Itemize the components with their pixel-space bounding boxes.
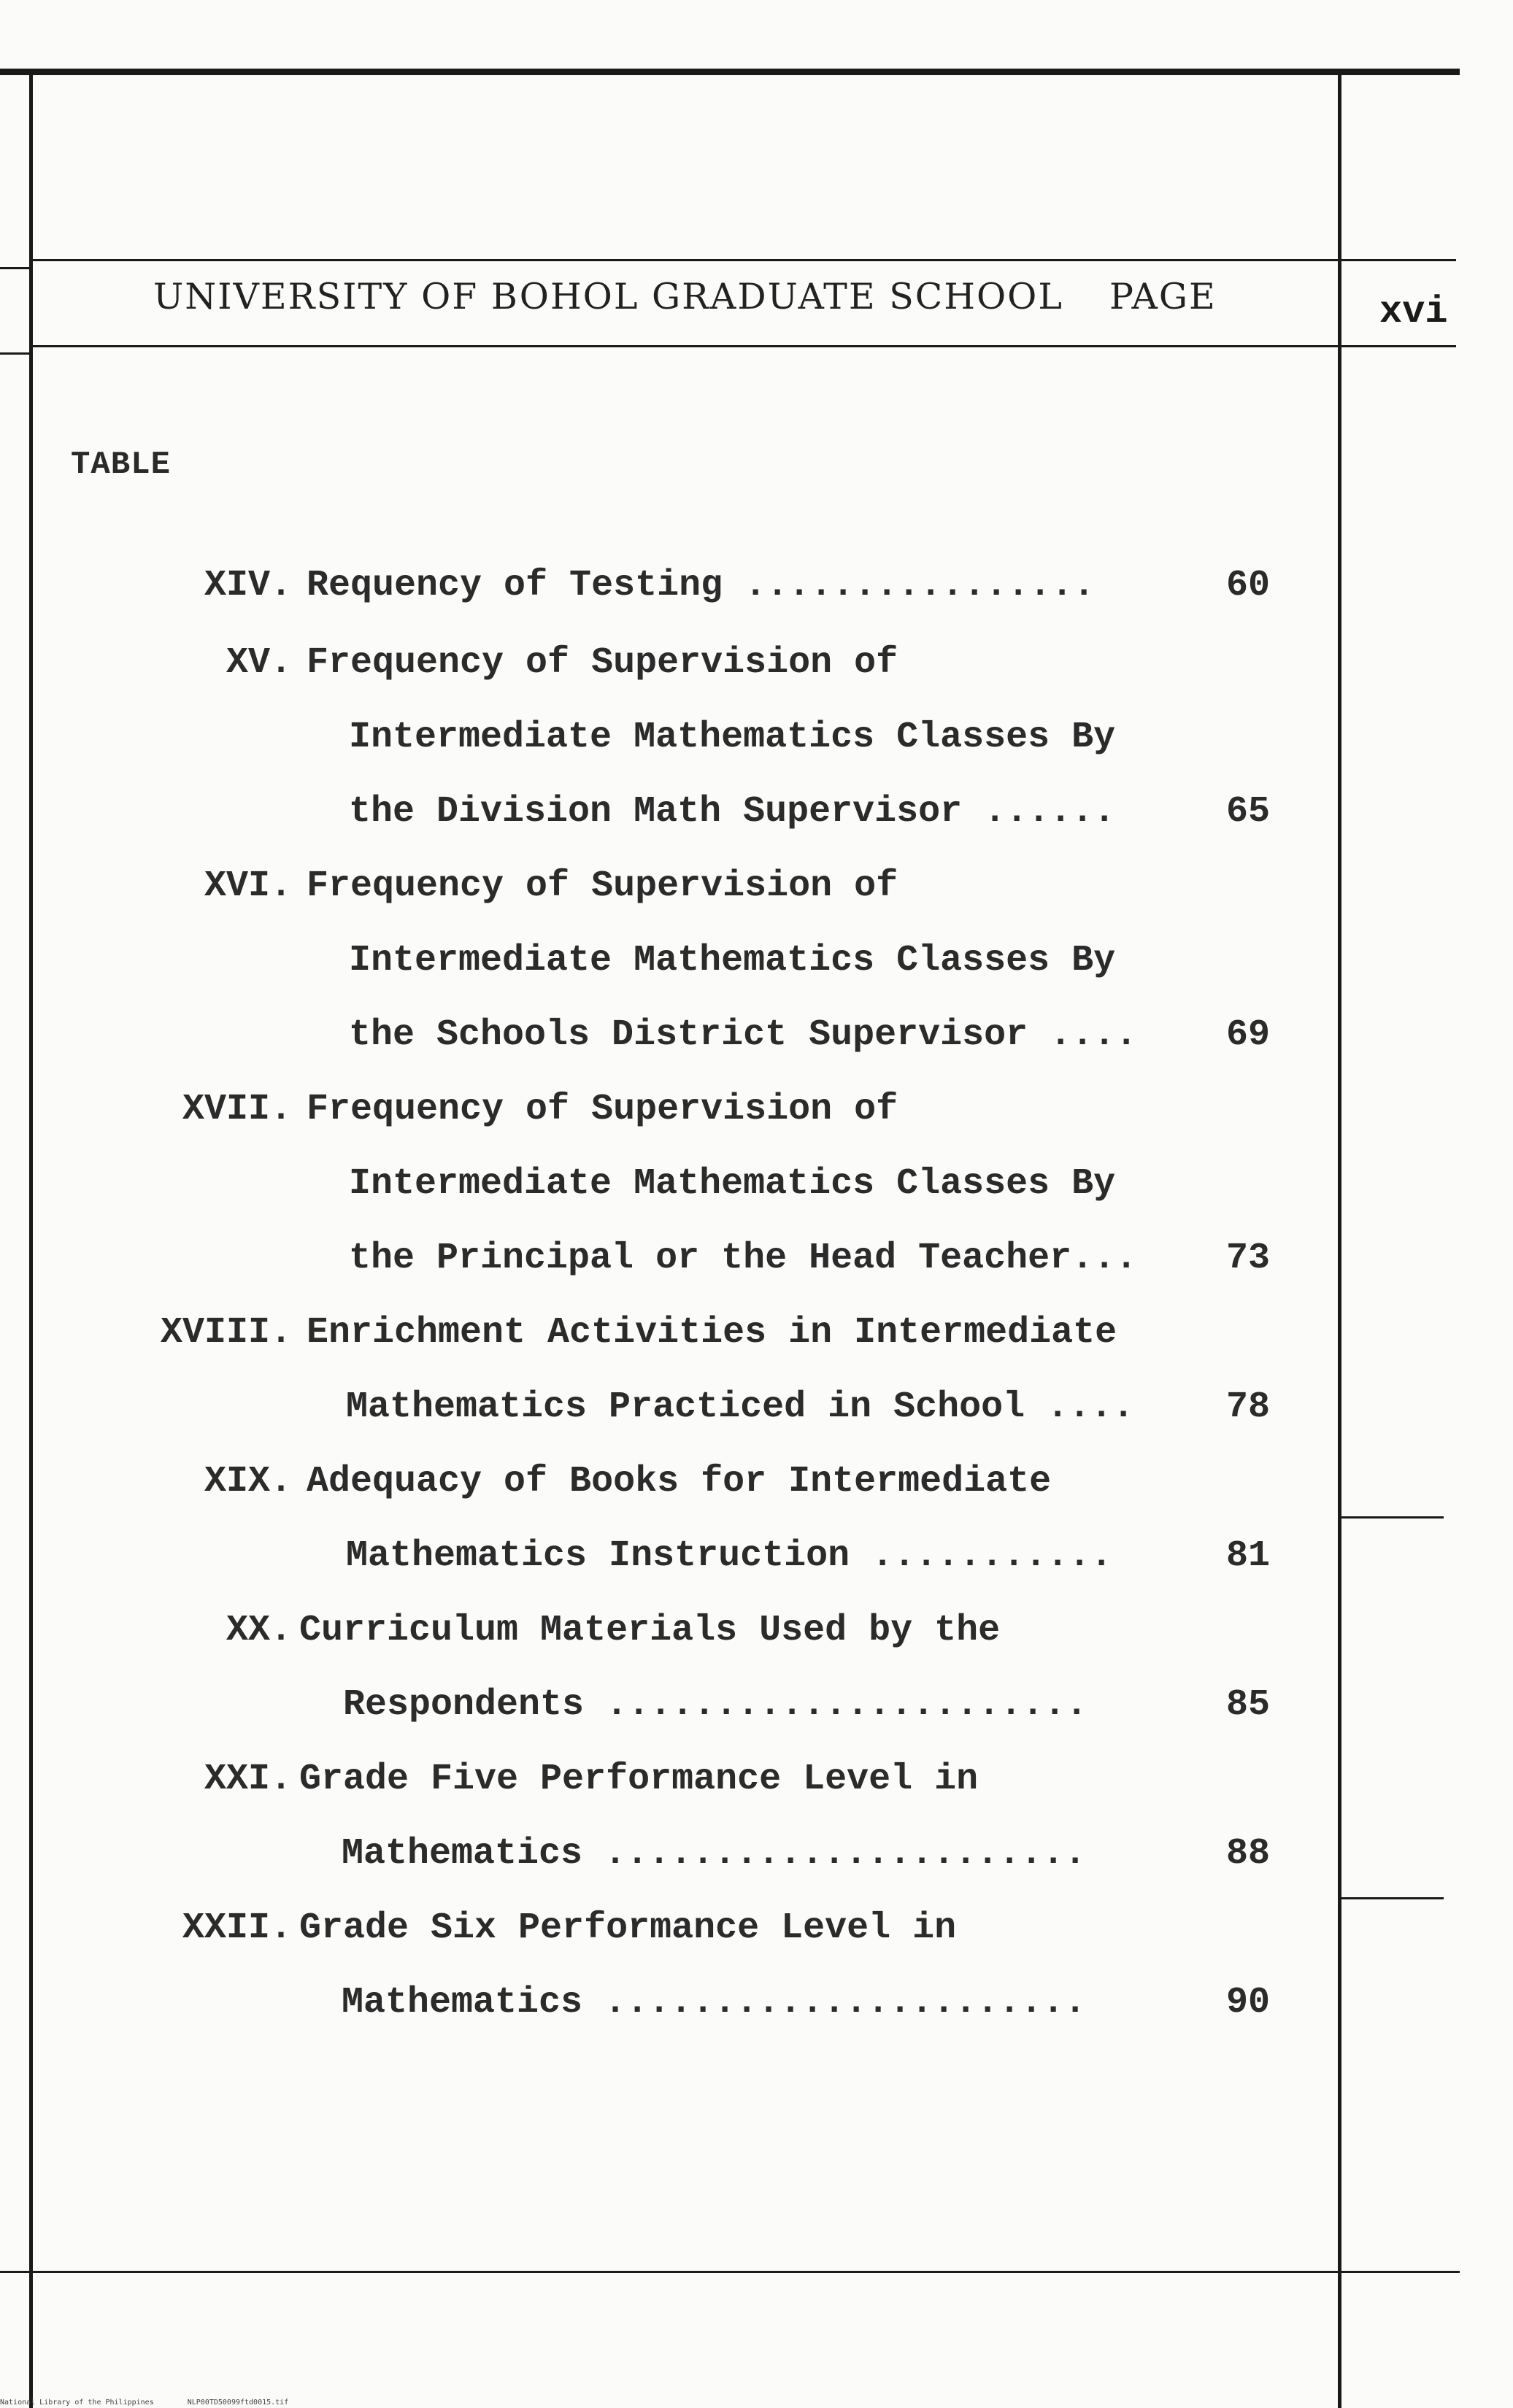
entry-numeral: XV.	[226, 642, 292, 684]
entry-line: the Schools District Supervisor ....	[349, 1014, 1138, 1056]
entry-line: Requency of Testing ................	[307, 565, 1096, 606]
left-tab-rule-bottom	[0, 352, 29, 355]
entry-line: the Principal or the Head Teacher...	[349, 1238, 1138, 1279]
entry-page: 88	[1225, 1833, 1270, 1875]
entry-line: Frequency of Supervision of	[307, 1089, 898, 1130]
entry-line: Adequacy of Books for Intermediate	[307, 1461, 1052, 1502]
entry-line: Intermediate Mathematics Classes By	[349, 940, 1116, 981]
entry-page: 78	[1225, 1386, 1270, 1428]
header-title: UNIVERSITY OF BOHOL GRADUATE SCHOOL	[153, 276, 1063, 317]
footer-library: National Library of the Philippines	[0, 2399, 154, 2407]
entry-line: Mathematics Practiced in School ....	[346, 1386, 1135, 1428]
page-number: xvi	[1379, 290, 1448, 333]
entry-numeral: XIX.	[204, 1461, 292, 1502]
header-page-label: PAGE	[1109, 276, 1217, 317]
entry-line: Intermediate Mathematics Classes By	[349, 1163, 1116, 1205]
header-bottom-rule	[33, 345, 1456, 347]
entry-numeral: XXII.	[182, 1907, 292, 1949]
entry-line: Grade Five Performance Level in	[299, 1759, 979, 1800]
right-margin-rule	[1338, 73, 1341, 2408]
right-tab-rule-2	[1341, 1897, 1444, 1899]
entry-numeral: XVII.	[182, 1089, 292, 1130]
section-label-table: TABLE	[71, 447, 172, 483]
top-border-rule	[0, 69, 1460, 75]
entry-numeral: XVI.	[204, 865, 292, 907]
header-top-rule	[33, 259, 1456, 261]
entry-page: 81	[1225, 1535, 1270, 1577]
footer-file-id: NLP00TD50099ftd0015.tif	[187, 2399, 289, 2407]
scan-footer	[0, 2399, 317, 2407]
entry-page: 85	[1225, 1684, 1270, 1726]
entry-page: 73	[1225, 1238, 1270, 1279]
entry-numeral: XVIII.	[160, 1312, 292, 1354]
entry-line: Intermediate Mathematics Classes By	[349, 717, 1116, 758]
entry-page: 60	[1225, 565, 1270, 606]
left-tab-rule-top	[0, 267, 29, 269]
entry-line: Mathematics ......................	[342, 1833, 1087, 1875]
entry-page: 90	[1225, 1982, 1270, 2023]
entry-line: Grade Six Performance Level in	[299, 1907, 957, 1949]
entry-line: the Division Math Supervisor ......	[349, 791, 1116, 833]
footer-rule	[0, 2271, 1460, 2273]
entry-line: Mathematics ......................	[342, 1982, 1087, 2023]
entry-line: Mathematics Instruction ...........	[346, 1535, 1113, 1577]
entry-page: 69	[1225, 1014, 1270, 1056]
entry-line: Frequency of Supervision of	[307, 642, 898, 684]
entry-numeral: XXI.	[204, 1759, 292, 1800]
entry-numeral: XIV.	[204, 565, 292, 606]
entry-line: Curriculum Materials Used by the	[299, 1610, 1001, 1651]
left-margin-rule	[29, 73, 33, 2408]
entry-line: Respondents ......................	[343, 1684, 1088, 1726]
entry-numeral: XX.	[226, 1610, 292, 1651]
entry-line: Frequency of Supervision of	[307, 865, 898, 907]
right-tab-rule-1	[1341, 1516, 1444, 1518]
entry-line: Enrichment Activities in Intermediate	[307, 1312, 1117, 1354]
entry-page: 65	[1225, 791, 1270, 833]
